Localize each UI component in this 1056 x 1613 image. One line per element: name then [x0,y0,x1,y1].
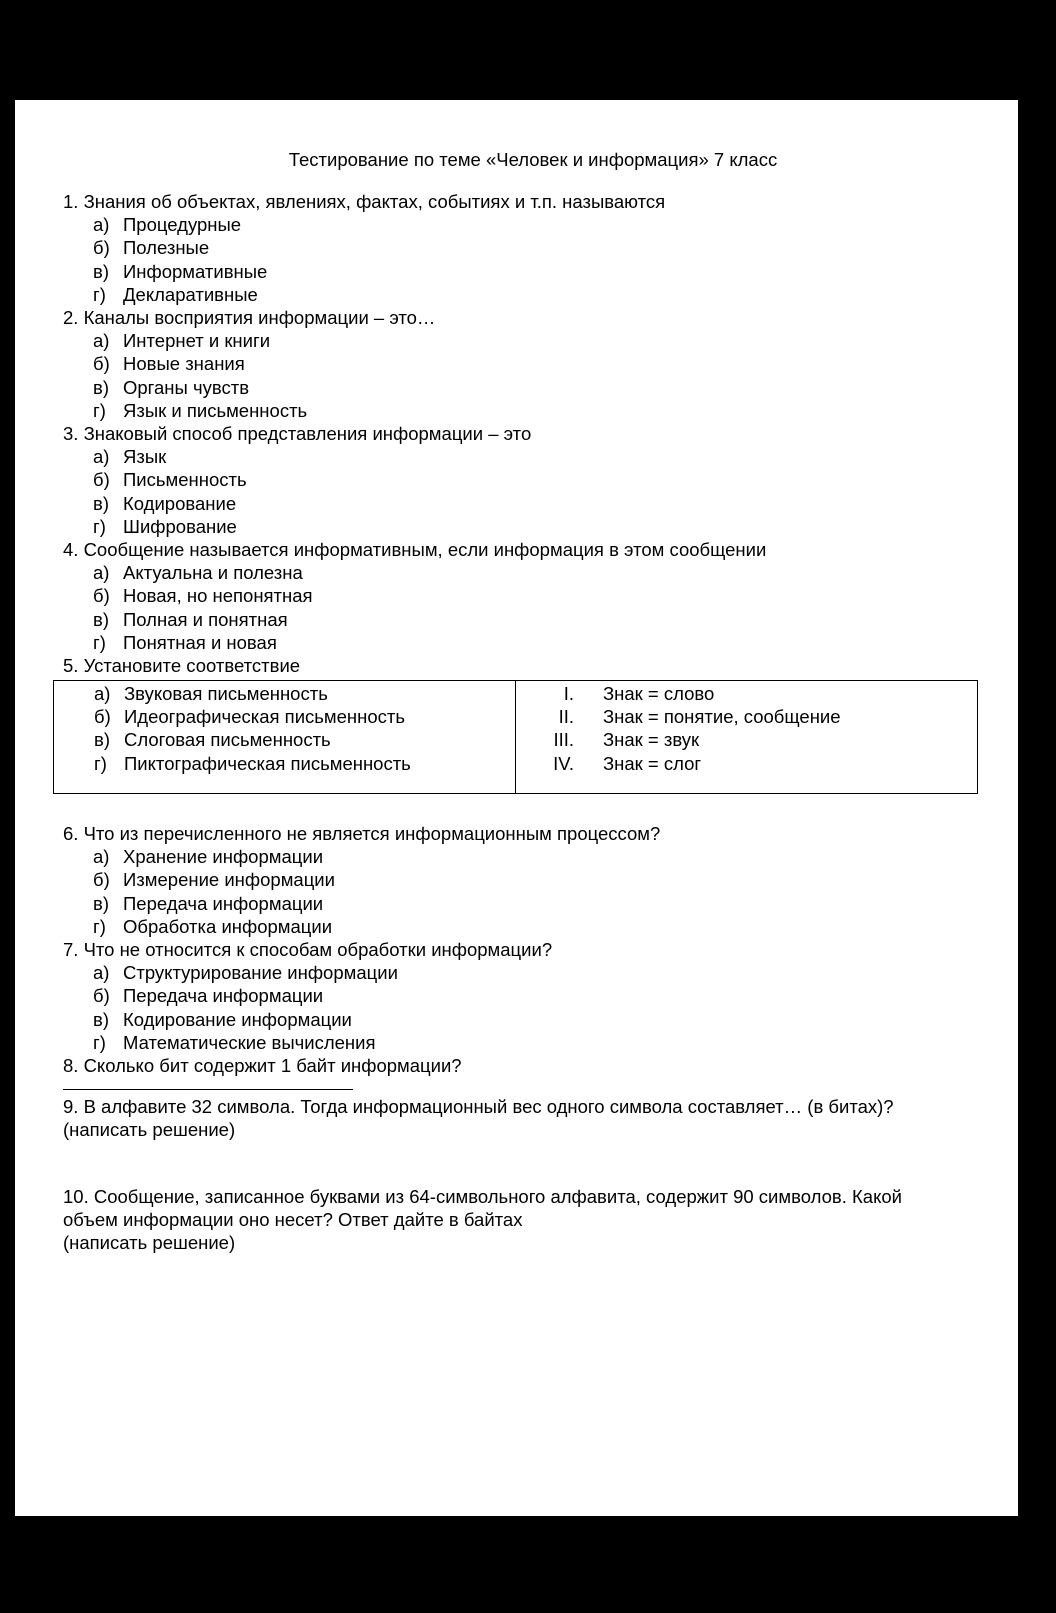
matching-table [53,680,978,794]
matching-right-column [516,681,977,793]
match-right-item: II. Знак = понятие, сообщение [558,706,841,728]
option: б) Полезные [93,237,210,259]
option: г) Понятная и новая [93,631,277,653]
match-right-item: III. Знак = звук [553,729,700,751]
question-text: 1. Знания об объектах, явлениях, фактах, событиях и т.п. называются [63,191,666,212]
question-4 [63,538,993,654]
option: а) Интернет и книги [93,330,271,352]
question-text: 9. В алфавите 32 символа. Тогда информационный вес одного символа составляет… (в битах)? [63,1096,894,1117]
question-6 [63,822,993,938]
option: г) Декларативные [93,283,258,305]
question-text: 2. Каналы восприятия информации – это… [63,307,436,329]
option: в) Кодирование [93,492,237,514]
option: б) Письменность [93,469,247,491]
option: г) Математические вычисления [93,1031,376,1053]
question-9 [63,1095,993,1141]
answer-line [63,1077,353,1090]
option: в) Информативные [93,260,268,282]
match-right-item: IV. Знак = слог [553,752,702,774]
match-left-item: г) Пиктографическая письменность [94,752,411,774]
questions-6-8 [63,822,993,1090]
option: б) Передача информации [93,985,324,1007]
question-text: 4. Сообщение называется информативным, если информация в этом сообщении [63,539,767,561]
question-text: 8. Сколько бит содержит 1 байт информации? [63,1055,462,1077]
question-1 [63,190,993,306]
match-left-item: в) Слоговая письменность [94,729,331,751]
question-text: 6. Что из перечисленного не является информационным процессом? [63,823,661,844]
matching-left-column [54,681,516,793]
question-text: 3. Знаковый способ представления информации – это [63,423,532,445]
question-5-text: 5. Установите соответствие [63,655,301,677]
option: а) Язык [93,446,167,468]
question-10 [63,1185,993,1255]
option: б) Измерение информации [93,869,335,891]
option: г) Шифрование [93,515,237,537]
option: а) Актуальна и полезна [93,562,303,584]
match-left-item: а) Звуковая письменность [94,683,328,704]
option: г) Обработка информации [93,915,333,937]
question-text: 7. Что не относится к способам обработки информации? [63,939,553,961]
question-text: 10. Сообщение, записанное буквами из 64-символьного алфавита, содержит 90 символов. Какой объем информации оно несет? Ответ дайте в байтах [63,1186,903,1231]
question-note: (написать решение) [63,1119,236,1141]
option: б) Новая, но непонятная [93,585,313,607]
document-title: Тестирование по теме «Человек и информация» 7 класс [288,149,778,170]
questions-1-4 [63,190,993,677]
question-8 [63,1054,993,1090]
question-note: (написать решение) [63,1232,236,1254]
option: в) Полная и понятная [93,608,288,630]
option: б) Новые знания [93,353,245,375]
question-7 [63,938,993,1054]
option: г) Язык и письменность [93,399,308,421]
option: а) Процедурные [93,214,242,236]
option: в) Кодирование информации [93,1008,352,1030]
question-3 [63,422,993,538]
document-page [15,100,1018,1516]
match-right-item: I. Знак = слово [563,683,715,704]
question-2 [63,306,993,422]
option: а) Структурирование информации [93,962,398,984]
option: в) Органы чувств [93,376,250,398]
option: а) Хранение информации [93,846,324,868]
match-left-item: б) Идеографическая письменность [94,706,406,728]
option: в) Передача информации [93,892,324,914]
